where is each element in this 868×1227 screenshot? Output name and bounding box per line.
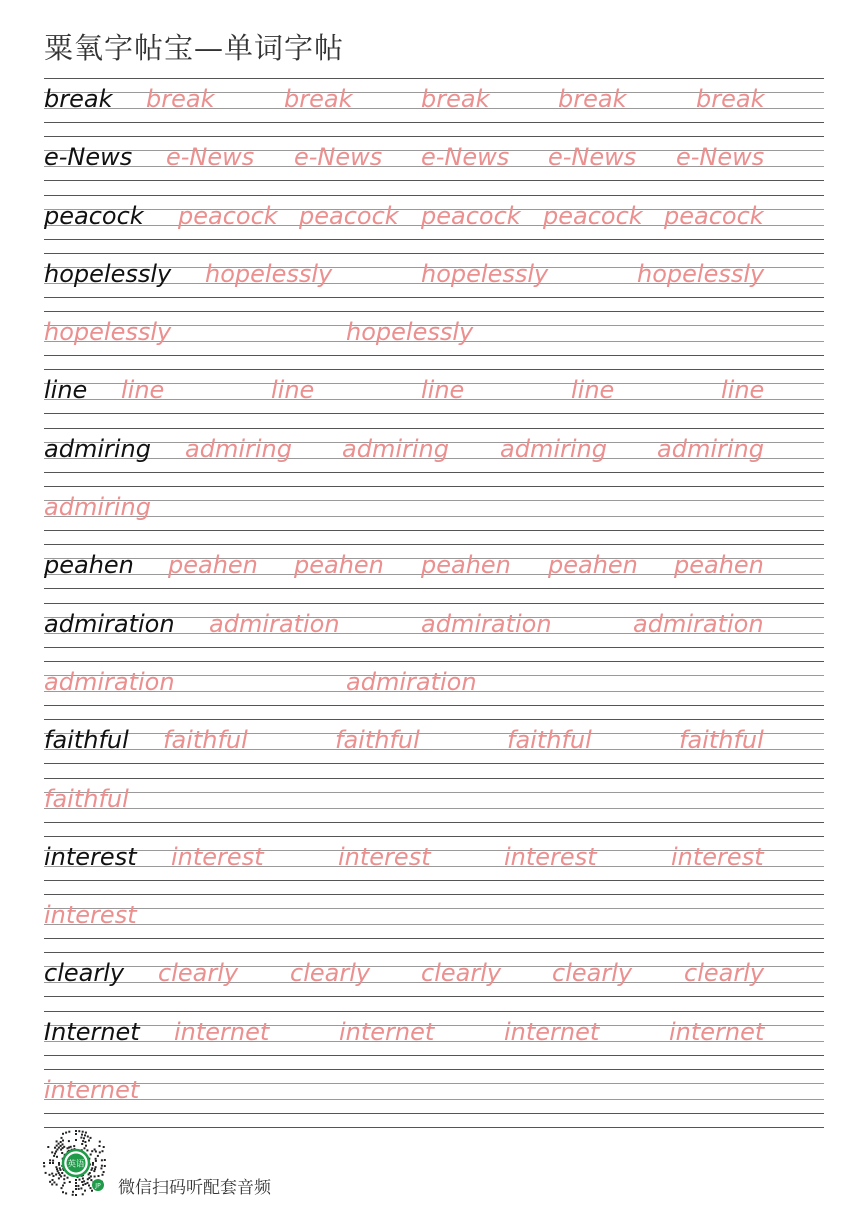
qr-dot	[65, 1192, 67, 1194]
qr-dot	[62, 1191, 64, 1193]
trace-word: e-News	[166, 143, 255, 172]
trace-word: internet	[174, 1017, 270, 1046]
trace-word: admiration	[421, 609, 552, 638]
practice-row	[44, 894, 824, 952]
qr-dot	[93, 1170, 95, 1172]
guide-line	[44, 908, 824, 909]
trace-word: break	[696, 85, 765, 113]
trace-word: faithful	[163, 726, 248, 755]
trace-word: peahen	[294, 551, 384, 580]
guide-line	[44, 894, 824, 895]
guide-line	[44, 78, 824, 79]
practice-row	[44, 136, 824, 194]
qr-dot	[51, 1183, 53, 1185]
qr-dot	[85, 1132, 87, 1134]
qr-dot	[80, 1137, 82, 1139]
trace-word: admiration	[346, 667, 477, 696]
qr-dot	[77, 1185, 79, 1187]
qr-dot	[67, 1177, 69, 1179]
qr-dot	[69, 1181, 71, 1183]
qr-dot	[102, 1174, 104, 1176]
trace-word: peahen	[548, 551, 638, 580]
model-word: admiring	[44, 434, 151, 463]
model-word: peacock	[44, 201, 144, 230]
model-word: e-News	[44, 143, 133, 172]
guide-line	[44, 428, 824, 429]
practice-row	[44, 544, 824, 602]
qr-dot	[56, 1168, 58, 1170]
guide-line	[44, 588, 824, 589]
qr-dot	[87, 1136, 89, 1138]
qr-dot	[91, 1169, 93, 1171]
model-word: clearly	[44, 959, 125, 988]
footer	[40, 1127, 440, 1197]
qr-dot	[104, 1165, 106, 1167]
qr-dot	[75, 1188, 77, 1190]
trace-word: interest	[171, 842, 264, 871]
model-word: Internet	[44, 1017, 140, 1046]
practice-row	[44, 253, 824, 311]
qr-dot	[55, 1151, 57, 1153]
trace-word: faithful	[507, 726, 592, 755]
trace-word: peacock	[299, 201, 399, 230]
trace-word: admiration	[633, 609, 764, 638]
qr-dot	[58, 1147, 60, 1149]
guide-line	[44, 822, 824, 823]
qr-dot	[61, 1187, 63, 1189]
qr-dot	[88, 1185, 90, 1187]
practice-row	[44, 603, 824, 661]
guide-line	[44, 253, 824, 254]
qr-dot	[82, 1140, 84, 1142]
qr-code-icon[interactable]	[40, 1127, 112, 1199]
trace-word: admiring	[657, 434, 764, 463]
qr-dot	[90, 1154, 92, 1156]
model-word: hopelessly	[44, 259, 172, 288]
practice-row	[44, 952, 824, 1010]
qr-dot	[51, 1151, 53, 1153]
qr-dot	[59, 1167, 61, 1169]
guide-line	[44, 413, 824, 414]
qr-dot	[91, 1150, 93, 1152]
qr-dot	[57, 1170, 59, 1172]
qr-dot	[56, 1149, 58, 1151]
trace-word: peahen	[674, 551, 764, 580]
guide-line	[44, 1055, 824, 1056]
qr-dot	[62, 1185, 64, 1187]
qr-dot	[75, 1194, 77, 1196]
trace-word: hopelessly	[205, 259, 333, 288]
trace-word: admiration	[209, 609, 340, 638]
qr-dot	[56, 1140, 58, 1142]
qr-dot	[80, 1187, 82, 1189]
practice-row	[44, 486, 824, 544]
trace-word: e-News	[294, 143, 383, 172]
trace-word: interest	[671, 842, 764, 871]
qr-dot	[101, 1165, 103, 1167]
trace-word: internet	[504, 1017, 600, 1046]
guide-line	[44, 880, 824, 881]
qr-dot	[68, 1131, 70, 1133]
trace-word: admiring	[342, 434, 449, 463]
qr-dot	[47, 1146, 49, 1148]
qr-dot	[82, 1178, 84, 1180]
guide-line	[44, 239, 824, 240]
practice-row	[44, 311, 824, 369]
qr-dot	[104, 1159, 106, 1161]
trace-word: line	[571, 376, 615, 405]
qr-dot	[87, 1182, 89, 1184]
qr-dot	[90, 1137, 92, 1139]
trace-word: hopelessly	[346, 318, 474, 347]
qr-dot	[61, 1137, 63, 1139]
qr-dot	[95, 1151, 97, 1153]
qr-dot	[83, 1137, 85, 1139]
qr-dot	[99, 1151, 101, 1153]
qr-dot	[101, 1159, 103, 1161]
trace-word: peacock	[178, 201, 278, 230]
guide-line	[44, 996, 824, 997]
trace-word: break	[146, 85, 215, 113]
guide-line	[44, 952, 824, 953]
qr-dot	[92, 1162, 94, 1164]
guide-line	[44, 1113, 824, 1114]
qr-dot	[86, 1149, 88, 1151]
qr-dot	[98, 1175, 100, 1177]
trace-word: hopelessly	[44, 318, 172, 347]
qr-dot	[95, 1158, 97, 1160]
qr-badge-text: 英语	[67, 1159, 85, 1170]
qr-dot	[54, 1153, 56, 1155]
qr-dot	[78, 1130, 80, 1132]
guide-line	[44, 544, 824, 545]
qr-dot	[54, 1147, 56, 1149]
qr-dot	[81, 1143, 83, 1145]
audio-scan-note: 微信扫码听配套音频	[118, 1178, 271, 1198]
guide-line	[44, 808, 824, 809]
model-word: break	[44, 85, 113, 113]
guide-line	[44, 472, 824, 473]
model-word: line	[44, 376, 88, 405]
qr-dot	[58, 1177, 60, 1179]
guide-line	[44, 355, 824, 356]
guide-line	[44, 938, 824, 939]
qr-dot	[95, 1166, 97, 1168]
trace-word: peacock	[421, 201, 521, 230]
qr-dot	[63, 1178, 65, 1180]
guide-line	[44, 719, 824, 720]
guide-line	[44, 603, 824, 604]
qr-dot	[52, 1162, 54, 1164]
qr-dot	[84, 1141, 86, 1143]
qr-dot	[68, 1140, 70, 1142]
qr-dot	[103, 1146, 105, 1148]
practice-row	[44, 1011, 824, 1069]
qr-dot	[58, 1164, 60, 1166]
qr-dot	[64, 1175, 66, 1177]
qr-dot	[78, 1188, 80, 1190]
guide-line	[44, 500, 824, 501]
trace-word: clearly	[684, 959, 765, 988]
qr-dot	[75, 1139, 77, 1141]
guide-line	[44, 1011, 824, 1012]
qr-dot	[88, 1140, 90, 1142]
trace-word: clearly	[552, 959, 633, 988]
qr-dot	[75, 1185, 77, 1187]
qr-dot	[84, 1190, 86, 1192]
trace-word: peahen	[168, 551, 258, 580]
qr-dot	[75, 1182, 77, 1184]
trace-word: break	[421, 85, 490, 113]
qr-dot	[62, 1133, 64, 1135]
trace-word: clearly	[158, 959, 239, 988]
qr-dot	[85, 1145, 87, 1147]
trace-word: hopelessly	[421, 259, 549, 288]
trace-word: interest	[44, 901, 137, 930]
trace-word: interest	[504, 842, 597, 871]
qr-dot	[59, 1174, 61, 1176]
trace-word: line	[421, 376, 465, 405]
trace-word: clearly	[421, 959, 502, 988]
guide-line	[44, 647, 824, 648]
guide-line	[44, 924, 824, 925]
qr-dot	[84, 1134, 86, 1136]
qr-dot	[43, 1165, 45, 1167]
qr-dot	[94, 1176, 96, 1178]
qr-dot	[55, 1174, 57, 1176]
qr-dot	[90, 1187, 92, 1189]
qr-dot	[56, 1184, 58, 1186]
qr-dot	[83, 1180, 85, 1182]
guide-line	[44, 661, 824, 662]
trace-word: line	[721, 376, 765, 405]
trace-word: interest	[338, 842, 431, 871]
trace-word: admiring	[44, 493, 151, 522]
qr-dot	[56, 1156, 58, 1158]
qr-dot	[91, 1190, 93, 1192]
qr-dot	[53, 1155, 55, 1157]
trace-word: e-News	[548, 143, 637, 172]
trace-word: e-News	[676, 143, 765, 172]
trace-word: break	[284, 85, 353, 113]
trace-word: clearly	[290, 959, 371, 988]
model-word: faithful	[44, 726, 129, 755]
qr-corner-text: JP	[95, 1182, 101, 1190]
qr-dot	[75, 1133, 77, 1135]
qr-dot	[100, 1167, 102, 1169]
trace-word: admiring	[500, 434, 607, 463]
qr-dot	[82, 1193, 84, 1195]
qr-dot	[58, 1162, 60, 1164]
trace-word: hopelessly	[637, 259, 765, 288]
qr-dot	[94, 1168, 96, 1170]
practice-row	[44, 836, 824, 894]
guide-line	[44, 530, 824, 531]
guide-line	[44, 195, 824, 196]
guide-line	[44, 486, 824, 487]
practice-sheet	[44, 78, 824, 1128]
qr-dot	[61, 1152, 63, 1154]
qr-dot	[95, 1160, 97, 1162]
qr-dot	[65, 1132, 67, 1134]
qr-dot	[55, 1166, 57, 1168]
qr-dot	[81, 1134, 83, 1136]
qr-dot	[63, 1146, 65, 1148]
guide-line	[44, 369, 824, 370]
qr-dot	[61, 1172, 63, 1174]
guide-line	[44, 180, 824, 181]
guide-line	[44, 705, 824, 706]
model-word: admiration	[44, 609, 175, 638]
qr-dot	[82, 1131, 84, 1133]
qr-dot	[75, 1179, 77, 1181]
trace-word: peahen	[421, 551, 511, 580]
qr-dot	[45, 1172, 47, 1174]
qr-dot	[92, 1164, 94, 1166]
qr-dot	[72, 1194, 74, 1196]
qr-dot	[58, 1143, 60, 1145]
qr-dot	[79, 1179, 81, 1181]
qr-dot	[102, 1150, 104, 1152]
qr-dot	[88, 1173, 90, 1175]
practice-row	[44, 1069, 824, 1127]
trace-word: internet	[44, 1076, 140, 1105]
trace-word: break	[558, 85, 627, 113]
qr-dot	[75, 1130, 77, 1132]
qr-dot	[94, 1149, 96, 1151]
qr-dot	[43, 1162, 45, 1164]
trace-word: admiring	[185, 434, 292, 463]
qr-dot	[60, 1141, 62, 1143]
qr-dot	[62, 1140, 64, 1142]
qr-dot	[60, 1145, 62, 1147]
trace-word: peacock	[664, 201, 764, 230]
guide-line	[44, 836, 824, 837]
guide-line	[44, 516, 824, 517]
qr-dot	[49, 1181, 51, 1183]
practice-row	[44, 195, 824, 253]
practice-row	[44, 719, 824, 777]
qr-dot	[49, 1159, 51, 1161]
qr-dot	[53, 1181, 55, 1183]
page-title: 粟氧字帖宝—单词字帖	[44, 31, 345, 65]
qr-dot	[52, 1160, 54, 1162]
practice-row	[44, 778, 824, 836]
qr-dot	[87, 1178, 89, 1180]
qr-dot	[49, 1174, 51, 1176]
trace-word: internet	[669, 1017, 765, 1046]
guide-line	[44, 1099, 824, 1100]
model-word: peahen	[44, 551, 134, 580]
qr-dot	[97, 1155, 99, 1157]
qr-dot	[58, 1172, 60, 1174]
qr-dot	[103, 1171, 105, 1173]
qr-dot	[82, 1184, 84, 1186]
practice-row	[44, 661, 824, 719]
trace-word: faithful	[44, 784, 129, 813]
trace-word: faithful	[679, 726, 764, 755]
trace-word: peacock	[543, 201, 643, 230]
practice-row	[44, 428, 824, 486]
qr-dot	[64, 1182, 66, 1184]
trace-word: line	[271, 376, 315, 405]
qr-dot	[90, 1179, 92, 1181]
qr-dot	[99, 1141, 101, 1143]
practice-row	[44, 78, 824, 136]
qr-dot	[73, 1145, 75, 1147]
guide-line	[44, 297, 824, 298]
qr-dot	[62, 1143, 64, 1145]
qr-dot	[84, 1183, 86, 1185]
guide-line	[44, 311, 824, 312]
guide-line	[44, 792, 824, 793]
qr-dot	[52, 1179, 54, 1181]
guide-line	[44, 778, 824, 779]
guide-line	[44, 1069, 824, 1070]
qr-dot	[49, 1162, 51, 1164]
qr-dot	[56, 1145, 58, 1147]
qr-dot	[72, 1191, 74, 1193]
trace-word: faithful	[335, 726, 420, 755]
guide-line	[44, 136, 824, 137]
trace-word: e-News	[421, 143, 510, 172]
trace-word: line	[121, 376, 165, 405]
trace-word: admiration	[44, 667, 175, 696]
trace-word: internet	[339, 1017, 435, 1046]
model-word: interest	[44, 842, 137, 871]
qr-dot	[81, 1181, 83, 1183]
qr-dot	[53, 1175, 55, 1177]
guide-line	[44, 763, 824, 764]
guide-line	[44, 122, 824, 123]
qr-dot	[70, 1146, 72, 1148]
guide-line	[44, 1083, 824, 1084]
qr-dot	[51, 1173, 53, 1175]
practice-row	[44, 369, 824, 427]
qr-dot	[99, 1145, 101, 1147]
qr-dot	[84, 1147, 86, 1149]
